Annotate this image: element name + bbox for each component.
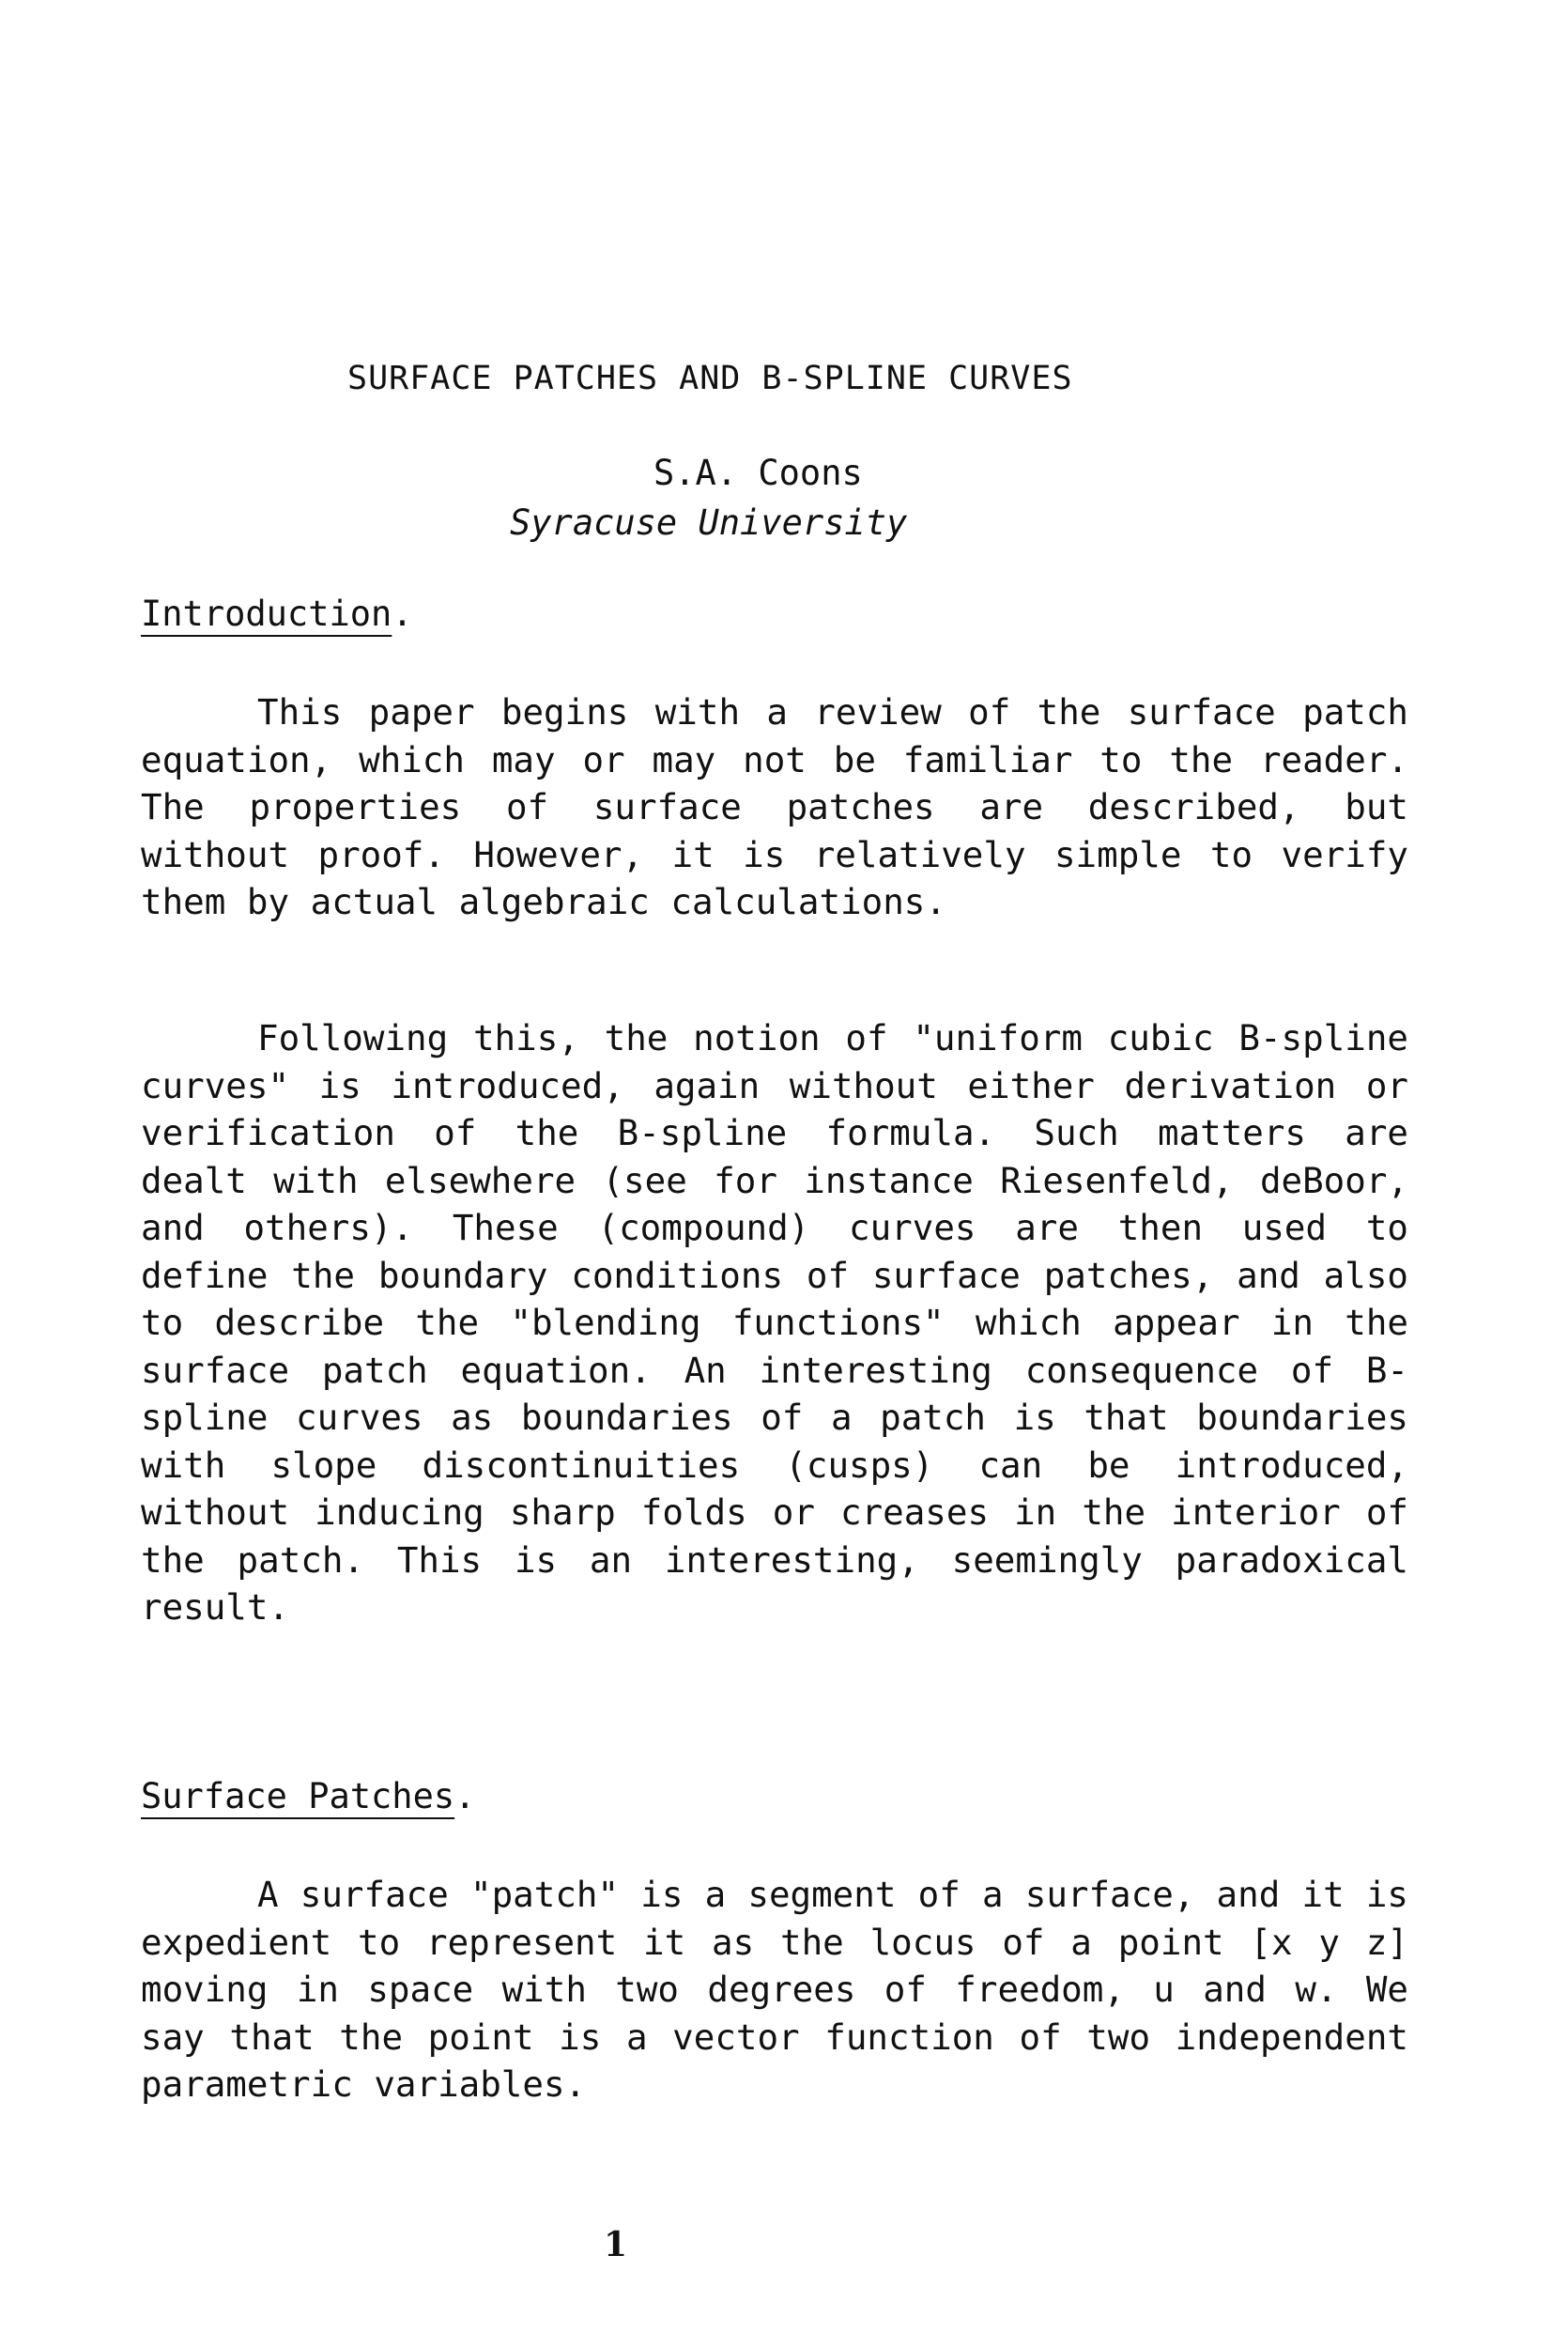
paragraph-surface-patches-1: A surface "patch" is a segment of a surface, and it is expedient to represent it as the locus of a point [x y z] moving in space with two degrees of freedom, u and w. We say that the point is a vector function of two independent parametric variables. <box>141 1874 1408 2105</box>
section-heading-text: Surface Patches <box>141 1776 455 1816</box>
paragraph-intro-2: Following this, the notion of "uniform cubic B-spline curves" is introduced, again without either derivation or verification of the B-spline formula. Such matters are dealt with elsewhere (see for instance Riesenfeld, deBoor, and others). These (compound) curves are then used to define the boundary conditions of surface patches, and also to describe the "blending functions" which appear in the surface patch equation. An interesting consequence of B-spline curves as boundaries of a patch is that boundaries with slope discontinuities (cusps) can be introduced, without inducing sharp folds or creases in the interior of the patch. This is an interesting, seemingly paradoxical result. <box>141 1017 1408 1628</box>
author-affiliation: Syracuse University <box>510 502 908 543</box>
document-page <box>141 0 1408 2348</box>
section-heading-surface-patches <box>141 1776 475 1816</box>
section-heading-text: Introduction <box>141 594 392 634</box>
paragraph-intro-1: This paper begins with a review of the surface patch equation, which may or may not be familiar to the reader. The properties of surface patches are described, but without proof. However, it is relatively simple to verify them by actual algebraic calculations. <box>141 691 1408 922</box>
author-name: S.A. Coons <box>653 453 863 493</box>
section-heading-punct: . <box>454 1776 476 1816</box>
page-number: 1 <box>604 2225 628 2264</box>
section-heading-punct: . <box>392 594 413 634</box>
section-heading-introduction <box>141 594 413 634</box>
paper-title: SURFACE PATCHES AND B-SPLINE CURVES <box>347 360 1073 397</box>
